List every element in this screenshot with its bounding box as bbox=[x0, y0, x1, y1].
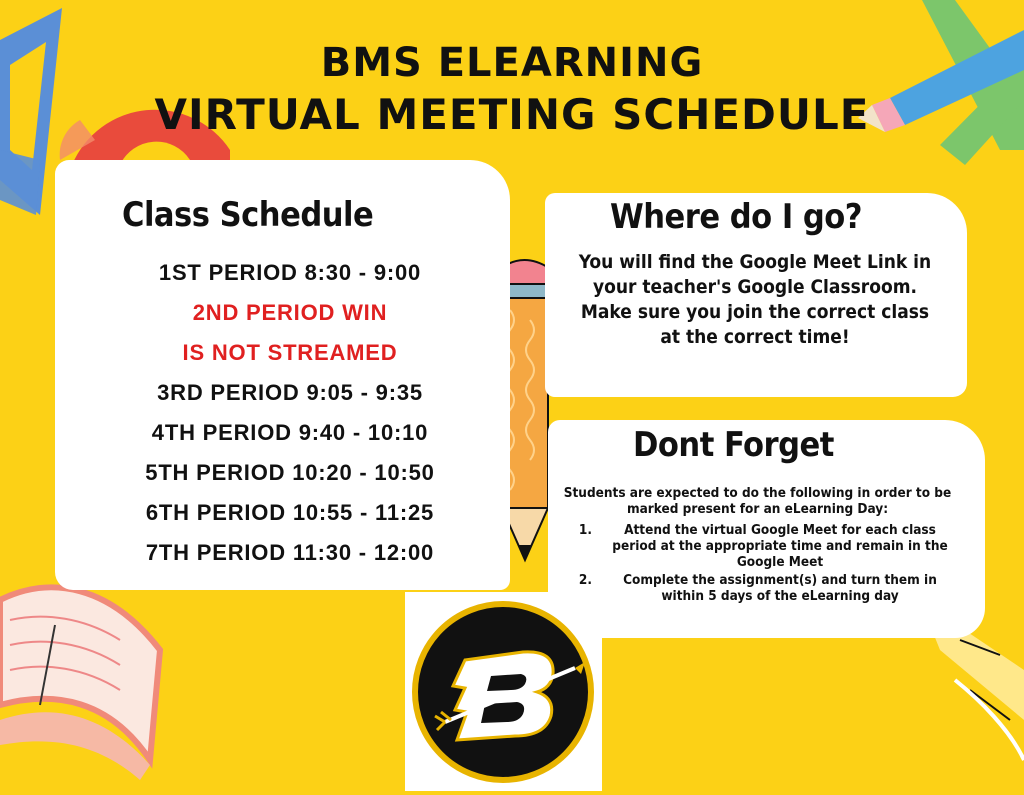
dont-forget-list bbox=[562, 522, 960, 606]
schedule-row: 3RD PERIOD 9:05 - 9:35 bbox=[157, 380, 423, 405]
schedule-row-highlight: 2ND PERIOD WIN bbox=[192, 300, 388, 325]
schedule-row: 6TH PERIOD 10:55 - 11:25 bbox=[145, 500, 435, 525]
dont-forget-heading: Dont Forget bbox=[633, 425, 834, 465]
schedule-row: 5TH PERIOD 10:20 - 10:50 bbox=[145, 460, 435, 485]
class-schedule-list bbox=[95, 255, 485, 575]
bms-letter-b-logo-icon bbox=[405, 592, 602, 791]
list-item-text: Complete the assignment(s) and turn them in within 5 days of the eLearning day bbox=[623, 572, 937, 604]
title-line-2: VIRTUAL MEETING SCHEDULE bbox=[154, 90, 870, 139]
list-item-number: 1. bbox=[578, 522, 592, 538]
class-schedule-heading: Class Schedule bbox=[122, 195, 374, 235]
list-item-text: Attend the virtual Google Meet for each class period at the appropriate time and remain in the Google Meet bbox=[612, 522, 948, 570]
schedule-row: 4TH PERIOD 9:40 - 10:10 bbox=[151, 420, 429, 445]
open-book-icon bbox=[0, 587, 160, 780]
schedule-row: 1ST PERIOD 8:30 - 9:00 bbox=[158, 260, 422, 285]
schedule-row-highlight: IS NOT STREAMED bbox=[182, 340, 398, 365]
title-line-1: BMS ELEARNING bbox=[320, 40, 704, 86]
where-body: You will find the Google Meet Link in your teacher's Google Classroom. Make sure you join the correct class at the correct time! bbox=[578, 251, 932, 348]
list-item bbox=[562, 572, 960, 604]
dont-forget-intro: Students are expected to do the following in order to be marked present for an eLearning Day: bbox=[563, 485, 952, 517]
logo-box bbox=[405, 592, 602, 791]
list-item-number: 2. bbox=[578, 572, 592, 588]
where-heading: Where do I go? bbox=[610, 197, 863, 237]
schedule-row: 7TH PERIOD 11:30 - 12:00 bbox=[145, 540, 435, 565]
list-item bbox=[562, 522, 960, 570]
